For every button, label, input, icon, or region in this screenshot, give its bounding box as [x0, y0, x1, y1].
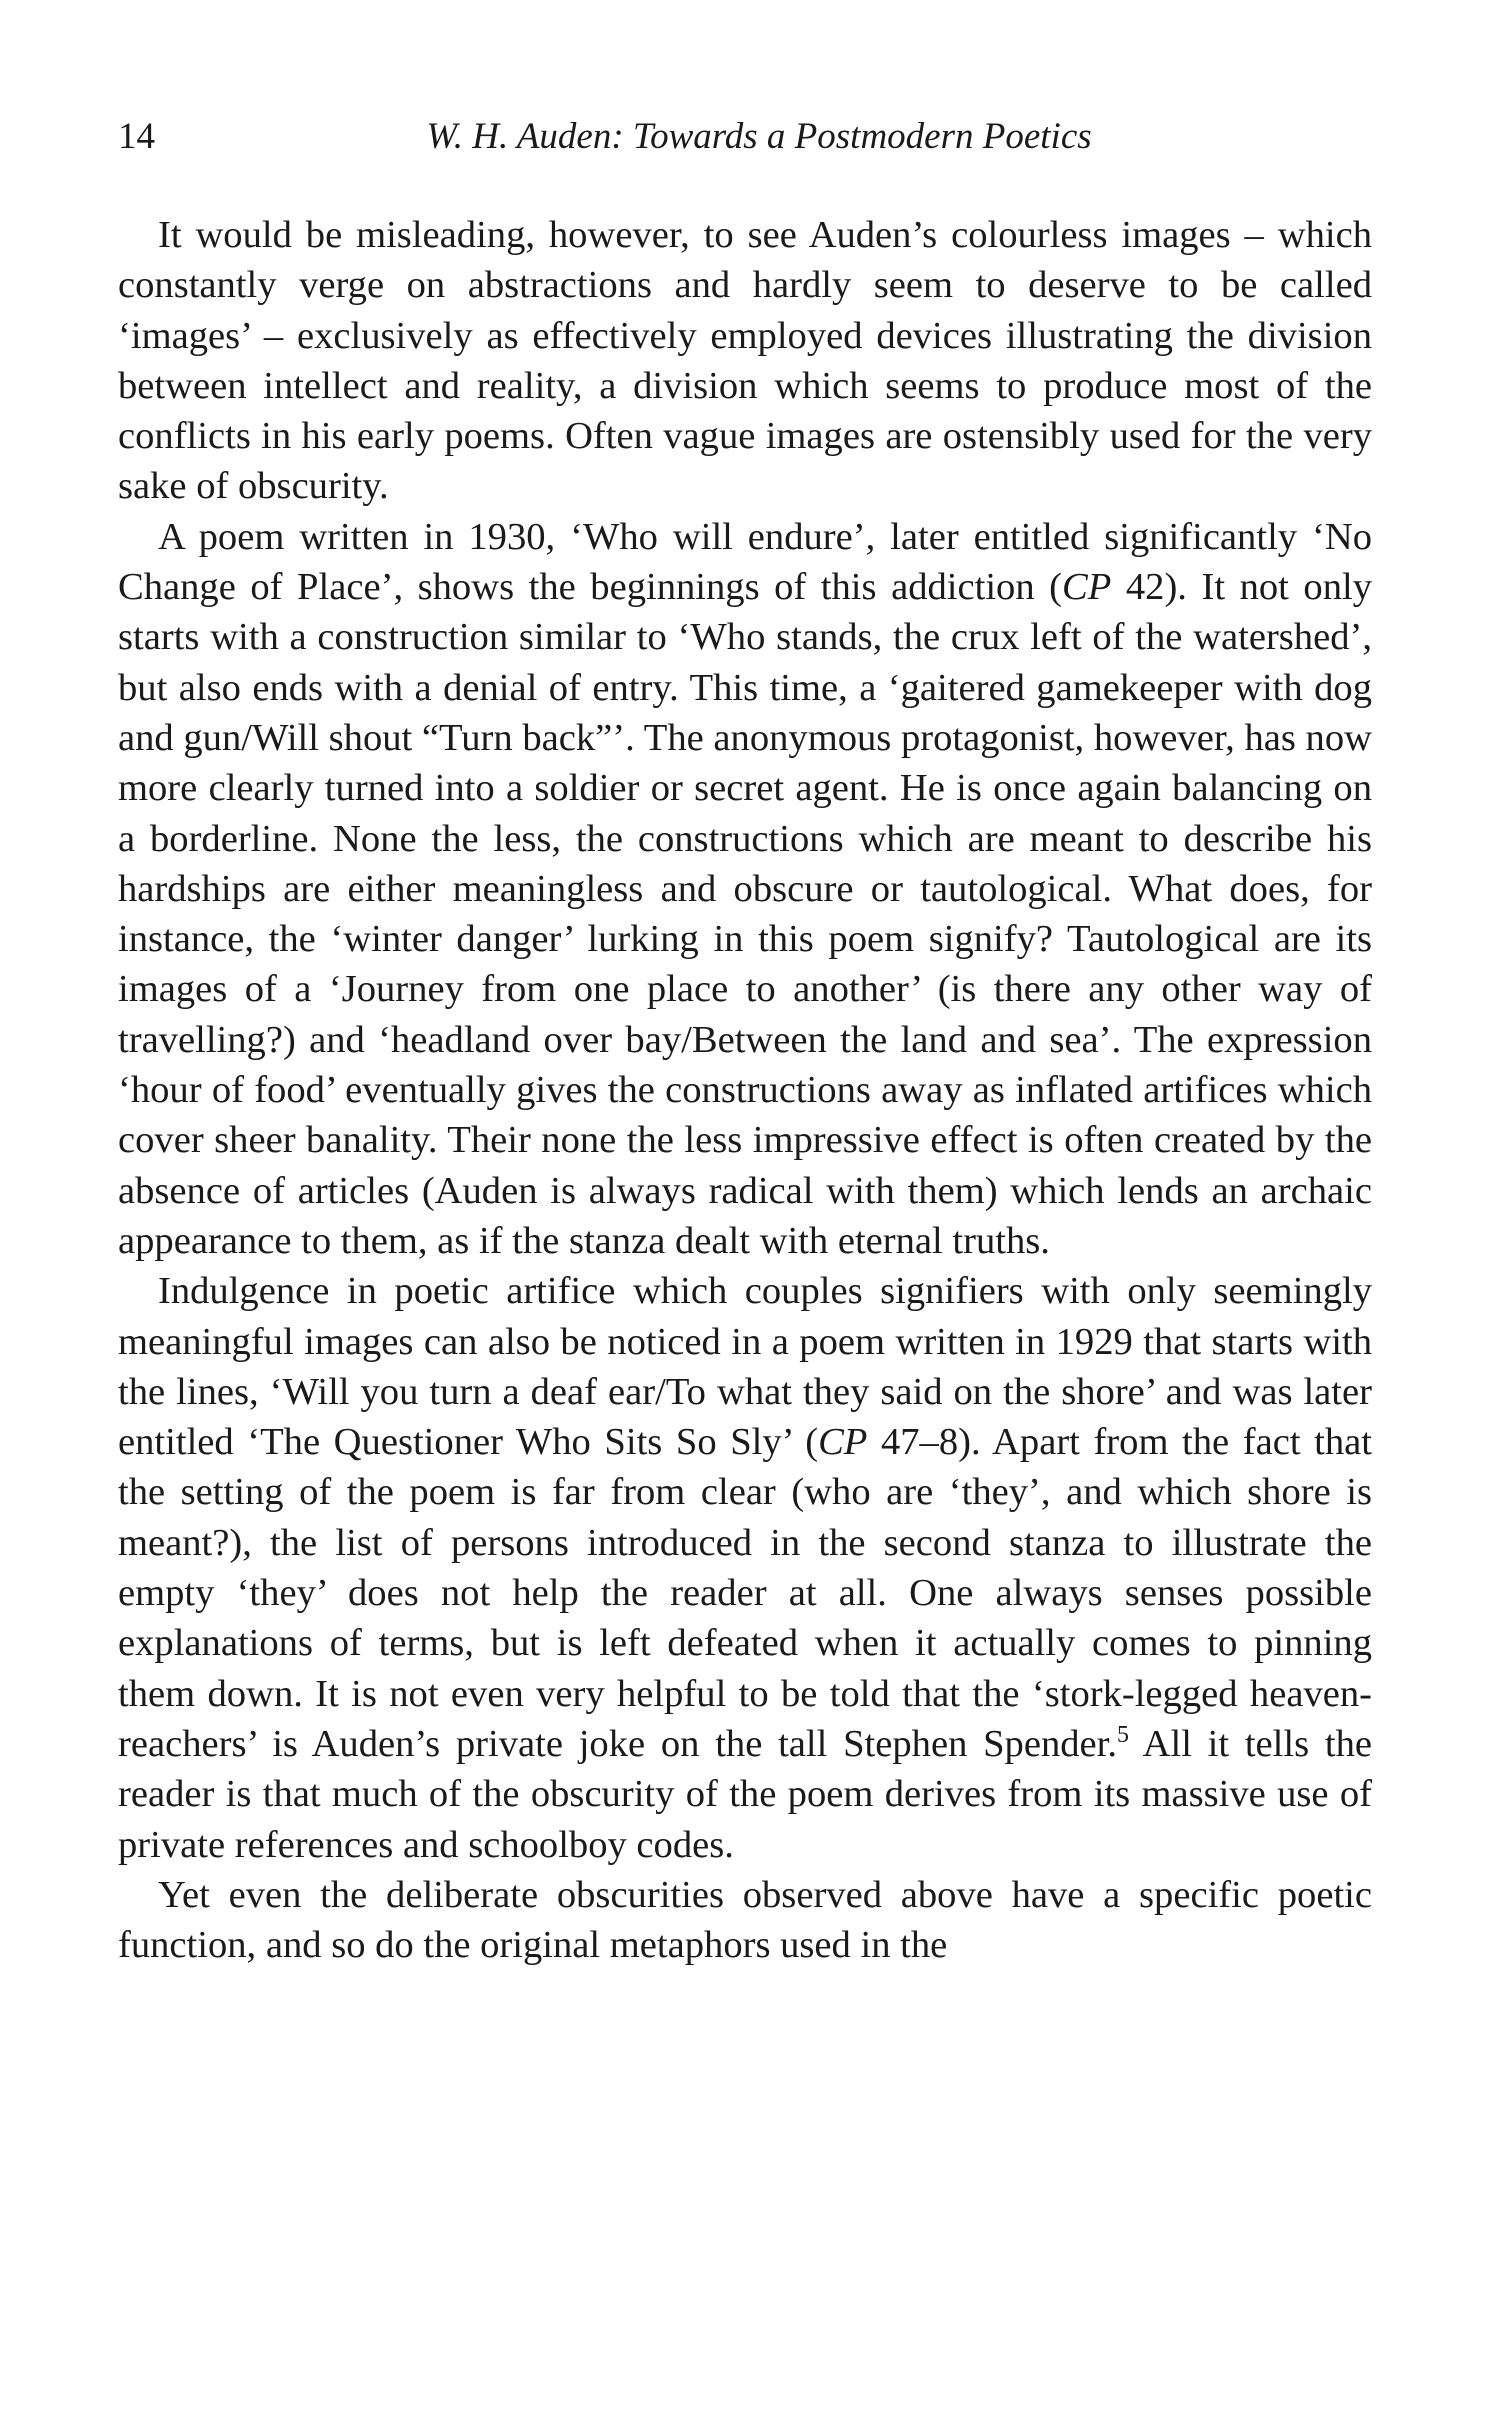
body-text	[118, 210, 1372, 1970]
citation-cp: CP	[818, 1421, 868, 1464]
paragraph-3-text-b: 47–8). Apart from the fact that the setting of the poem is far from clear (who are ‘they’, and which shore is meant?), the list of persons introduced in the second stanza to illustrate the empty ‘they’ does not help the reader at all. One always senses possible explanations of terms, but is left defeated when it actually comes to pinning them down. It is not even very helpful to be told that the ‘stork-legged heaven-reachers’ is Auden’s private joke on the tall Stephen Spender.	[118, 1421, 1372, 1765]
running-title: W. H. Auden: Towards a Postmodern Poetics	[426, 116, 1092, 157]
citation-cp: CP	[1062, 566, 1112, 609]
footnote-reference[interactable]: 5	[1117, 1722, 1130, 1749]
paragraph-2-text-a: A poem written in 1930, ‘Who will endure’, later entitled significantly ‘No Change of Place’, shows the beginnings of this addiction (	[118, 515, 1372, 609]
paragraph-3-text-a: Indulgence in poetic artifice which couples signifiers with only seemingly meaningful images can also be noticed in a poem written in 1929 that starts with the lines, ‘Will you turn a deaf ear/To what they said on the shore’ and was later entitled ‘The Questioner Who Sits So Sly’ (	[118, 1270, 1372, 1464]
paragraph-3	[118, 1266, 1372, 1870]
paragraph-2-text-b: 42). It not only starts with a construction similar to ‘Who stands, the crux left of the watershed’, but also ends with a denial of entry. This time, a ‘gaitered gamekeeper with dog and gun/Will shout “Turn back”’. The anonymous protagonist, however, has now more clearly turned into a soldier or secret agent. He is once again balancing on a borderline. None the less, the constructions which are meant to describe his hardships are either meaningless and obscure or tautological. What does, for instance, the ‘winter danger’ lurking in this poem signify? Tautological are its images of a ‘Journey from one place to another’ (is there any other way of travelling?) and ‘headland over bay/Between the land and sea’. The expression ‘hour of food’ eventually gives the constructions away as inflated artifices which cover sheer banality. Their none the less impressive effect is often created by the absence of articles (Auden is always radical with them) which lends an archaic appearance to them, as if the stanza dealt with eternal truths.	[118, 566, 1372, 1262]
paragraph-3-text-c: All it tells the reader is that much of the obscurity of the poem derives from its massive use of private references and schoolboy codes.	[118, 1722, 1372, 1866]
running-head	[118, 112, 1370, 162]
page-number: 14	[118, 116, 155, 157]
paragraph-2	[118, 512, 1372, 1266]
paragraph-1: It would be misleading, however, to see Auden’s colourless images – which constantly verge on abstractions and hardly seem to deserve to be called ‘images’ – exclusively as effectively employed devices illustrating the division between intellect and reality, a division which seems to produce most of the conflicts in his early poems. Often vague images are ostensibly used for the very sake of obscurity.	[118, 214, 1372, 508]
paragraph-4: Yet even the deliberate obscurities observed above have a specific poetic function, and so do the original metaphors used in the	[118, 1873, 1372, 1967]
